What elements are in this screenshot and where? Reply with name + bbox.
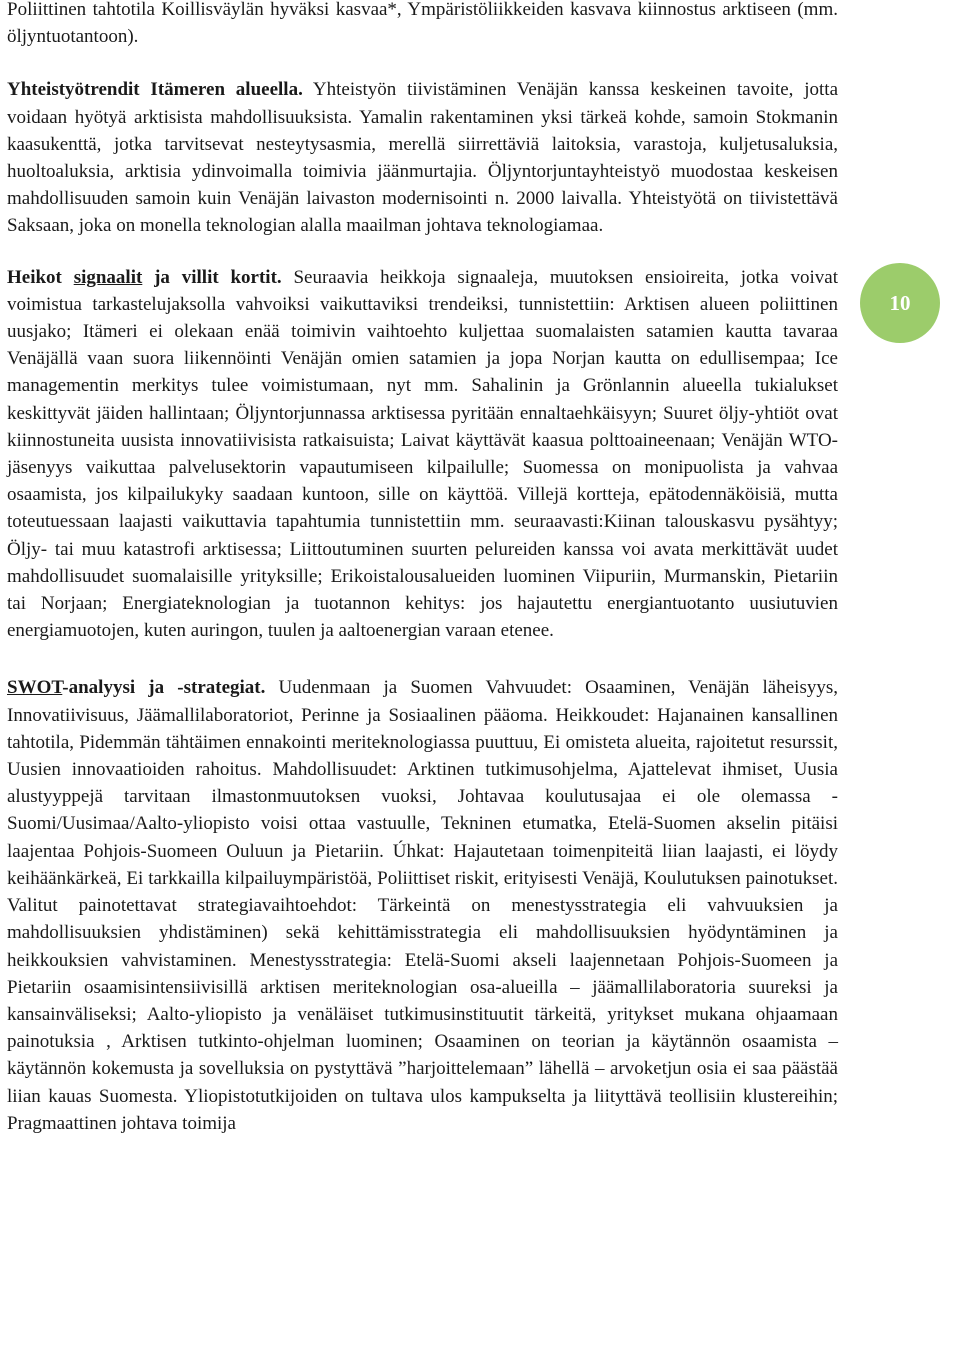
page-number-badge xyxy=(860,263,940,343)
paragraph-swot xyxy=(7,674,838,1136)
heading-part: ja villit kortit. xyxy=(142,266,282,288)
heading-part: Heikot xyxy=(7,266,74,288)
section-heading-swot xyxy=(7,677,265,698)
document-page xyxy=(7,0,838,1137)
heading-underlined-word: signaalit xyxy=(73,266,143,288)
section-heading-cooperation-trends: Yhteistyötrendit Itämeren alueella. xyxy=(7,79,303,101)
heading-part: -analyysi ja -strategiat. xyxy=(62,677,266,699)
paragraph-text: Seuraavia heikkoja signaaleja, muutoksen ensioireita, jotka voivat voimistua tarkastelujaksolla vahvoiksi vaikuttaviksi trendeiksi, tunnistettiin: Arktisen alueen poliittinen uusjako; Itämeri ei olekaan enää toimivin vaihtoehto kuljettaa suomalaisten satamien kautta tavaraa Venäjällä vaan suora liikennöinti Venäjän omien satamien ja jopa Norjan kautta on edullisempaa; Ice managementin merkitys tulee voimistumaan, nyt mm. Sahalinin ja Grönlannin alueella tukialukset keskittyvät jäiden hallintaan; Öljyntorjunnassa arktisessa pyritään ennaltaehkäisyyn; Suuret öljy-yhtiöt ovat kiinnostuneita uusista innovatiivisista ratkaisuista; Laivat käyttävät kaasua polttoaineenaan; Venäjän WTO-jäsenyys vaikuttaa palvelusektorin vapautumiseen kilpailulle; Suomessa on monipuolista ja vahvaa osaamista, jos kilpailukyky saadaan kuntoon, sille on käyttöä. Villejä kortteja, epätodennäköisiä, mutta toteutuessaan laajasti vaikuttavia tapahtumia tunnistettiin mm. seuraavasti:Kiinan talouskasvu pysähtyy; Öljy- tai muu katastrofi arktisessa; Liittoutuminen suurten pelureiden kanssa voi avata merkittävät uudet mahdollisuudet suomalaisille yrityksille; Erikoistalousalueiden luominen Viipuriin, Murmanskin, Pietariin tai Norjaan; Energiateknologian ja tuotannon kehitys: jos hajautettu energiantuotanto uusiutuvien energiamuotojen, kuten auringon, tuulen ja aaltoenergian varaan etenee. xyxy=(7,266,839,642)
paragraph-text: Poliittinen tahtotila Koillisväylän hyväksi kasvaa*, Ympäristöliikkeiden kasvava kiinnostus arktiseen (mm. öljyntuotantoon). xyxy=(7,0,838,48)
paragraph-text: Uudenmaan ja Suomen Vahvuudet: Osaaminen, Venäjän läheisyys, Innovatiivisuus, Jäämallilaboratoriot, Perinne ja Sosiaalinen pääoma. Heikkoudet: Hajanainen kansallinen tahtotila, Pidemmän tähtäimen ennakointi meriteknologiassa puuttuu, Ei omisteta alueita, rajoitetut resurssit, Uusien innovaatioiden rahoitus. Mahdollisuudet: Arktinen tutkimusohjelma, Ajattelevat ihmiset, Uusia alustyyppejä tarvitaan ilmastonmuutoksen vuoksi, Johtavaa koulutusajaa ei ole olemassa - Suomi/Uusimaa/Aalto-yliopisto voisi ottaa vastuulle, Tekninen etumatka, Etelä-Suomen akselin pitäisi laajentaa Pohjois-Suomeen Ouluun ja Pietariin. Úhkat: Hajautetaan toimenpiteitä liian laajasti, ei löydy keihäänkärkeä, Ei tarkkailla kilpailuympäristöä, Poliittiset riskit, erityisesti Venäjä, Koulutuksen painotukset. Valitut painotettavat strategiavaihtoehdot: Tärkeintä on menestysstrategia eli vahvuuksien ja mahdollisuuksien yhdistäminen) sekä kehittämisstrategia eli mahdollisuuksien hyödyntäminen ja heikkouksien vahvistaminen. Menestysstrategia: Etelä-Suomi akseli laajennetaan Pohjois-Suomeen ja Pietariin osaamisintensiivisillä arktisen meriteknologian osa-alueilla – jäämallilaboratoria suureksi ja kansainväliseksi; Aalto-yliopisto ja venäläiset tutkimusinstituutit tärkeitä, yritykset mukana ohjaamaan painotuksia , Arktisen tutkinto-ohjelman luominen; Osaaminen on teorian ja käytännön osaamista – käytännön kokemusta ja sovelluksia on pystyttävä ”harjoittelemaan” lähellä – arvoketjun osia ei saa päästää liian kauas Suomesta. Yliopistotutkijoiden on tultava ulos kampukselta ja liityttävä teollisiin klustereihin; Pragmaattinen johtava toimija xyxy=(7,677,838,1134)
paragraph-weak-signals xyxy=(7,264,838,645)
paragraph-baltic-cooperation xyxy=(7,76,838,239)
paragraph-text: Yhteistyön tiivistäminen Venäjän kanssa keskeinen tavoite, jotta voidaan hyötyä arktisista mahdollisuuksista. Yamalin rakentaminen yksi tärkeä kohde, samoin Stokmanin kaasukenttä, jotka tarvitsevat nesteytysasmia, merellä siirrettäviä laitoksia, varastoja, kuljetusaluksia, huoltoaluksia, arktisia ydinvoimalla toimivia jäänmurtajia. Öljyntorjuntayhteistyö muodostaa keskeisen mahdollisuuden samoin kuin Venäjän laivaston modernisointi n. 2000 laivalla. Yhteistyötä on tiivistettävä Saksaan, joka on monella teknologian alalla maailman johtava teknologiamaa. xyxy=(7,79,838,237)
paragraph-political-will xyxy=(7,0,838,50)
heading-underlined-word: SWOT xyxy=(7,677,63,699)
page-number: 10 xyxy=(889,290,911,315)
section-heading-weak-signals xyxy=(7,267,282,288)
